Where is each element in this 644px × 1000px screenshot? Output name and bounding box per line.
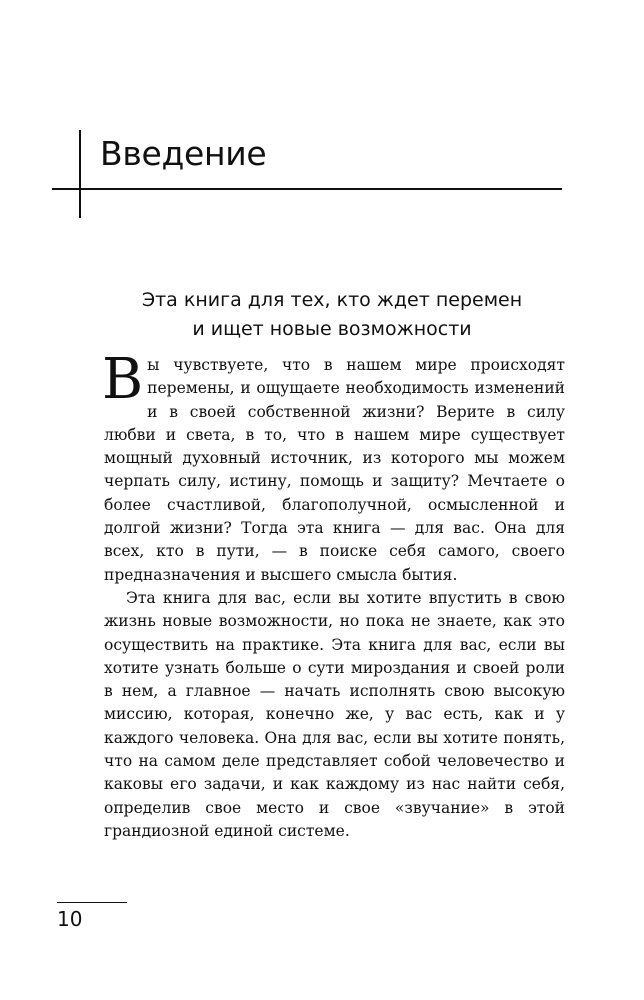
footer-rule <box>57 902 127 903</box>
drop-cap: В <box>102 347 144 412</box>
paragraph-1-text: ы чувствуете, что в нашем мире происходят перемены, и ощущаете необходимость изменений и в своей собственной жизни? Верите в силу любви и света, в то, что в нашем мире существует мощный духовный источник, из которого мы можем черпать силу, истину, помощь и защиту? Мечтаете о более счастливой, благополучной, осмысленной и долгой жизни? Тогда эта книга — для вас. Она для всех, кто в пути, — в поиске себя самого, своего предназначения и высшего смысла бытия. <box>104 356 565 584</box>
paragraph-1 <box>102 347 565 587</box>
body-text <box>102 347 565 843</box>
chapter-horizontal-rule <box>52 188 562 190</box>
chapter-title: Введение <box>100 134 267 173</box>
paragraph-2: Эта книга для вас, если вы хотите впустить в свою жизнь новые возможности, но пока не знаете, как это осуществить на практике. Эта книга для вас, если вы хотите узнать больше о сути мироздания и своей роли в нем, а главное — начать исполнять свою высокую миссию, которая, конечно же, у вас есть, как и у каждого человека. Она для вас, если вы хотите понять, что на самом деле представляет собой человечество и каковы его задачи, и как каждому из нас найти себя, определив свое место и свое «звучание» в этой грандиозной единой системе. <box>104 588 565 840</box>
subtitle-line-1: Эта книга для тех, кто ждет перемен <box>141 289 523 311</box>
section-subtitle <box>80 286 584 344</box>
chapter-vertical-rule <box>79 130 81 218</box>
subtitle-line-2: и ищет новые возможности <box>192 318 472 340</box>
page-number: 10 <box>57 907 83 931</box>
